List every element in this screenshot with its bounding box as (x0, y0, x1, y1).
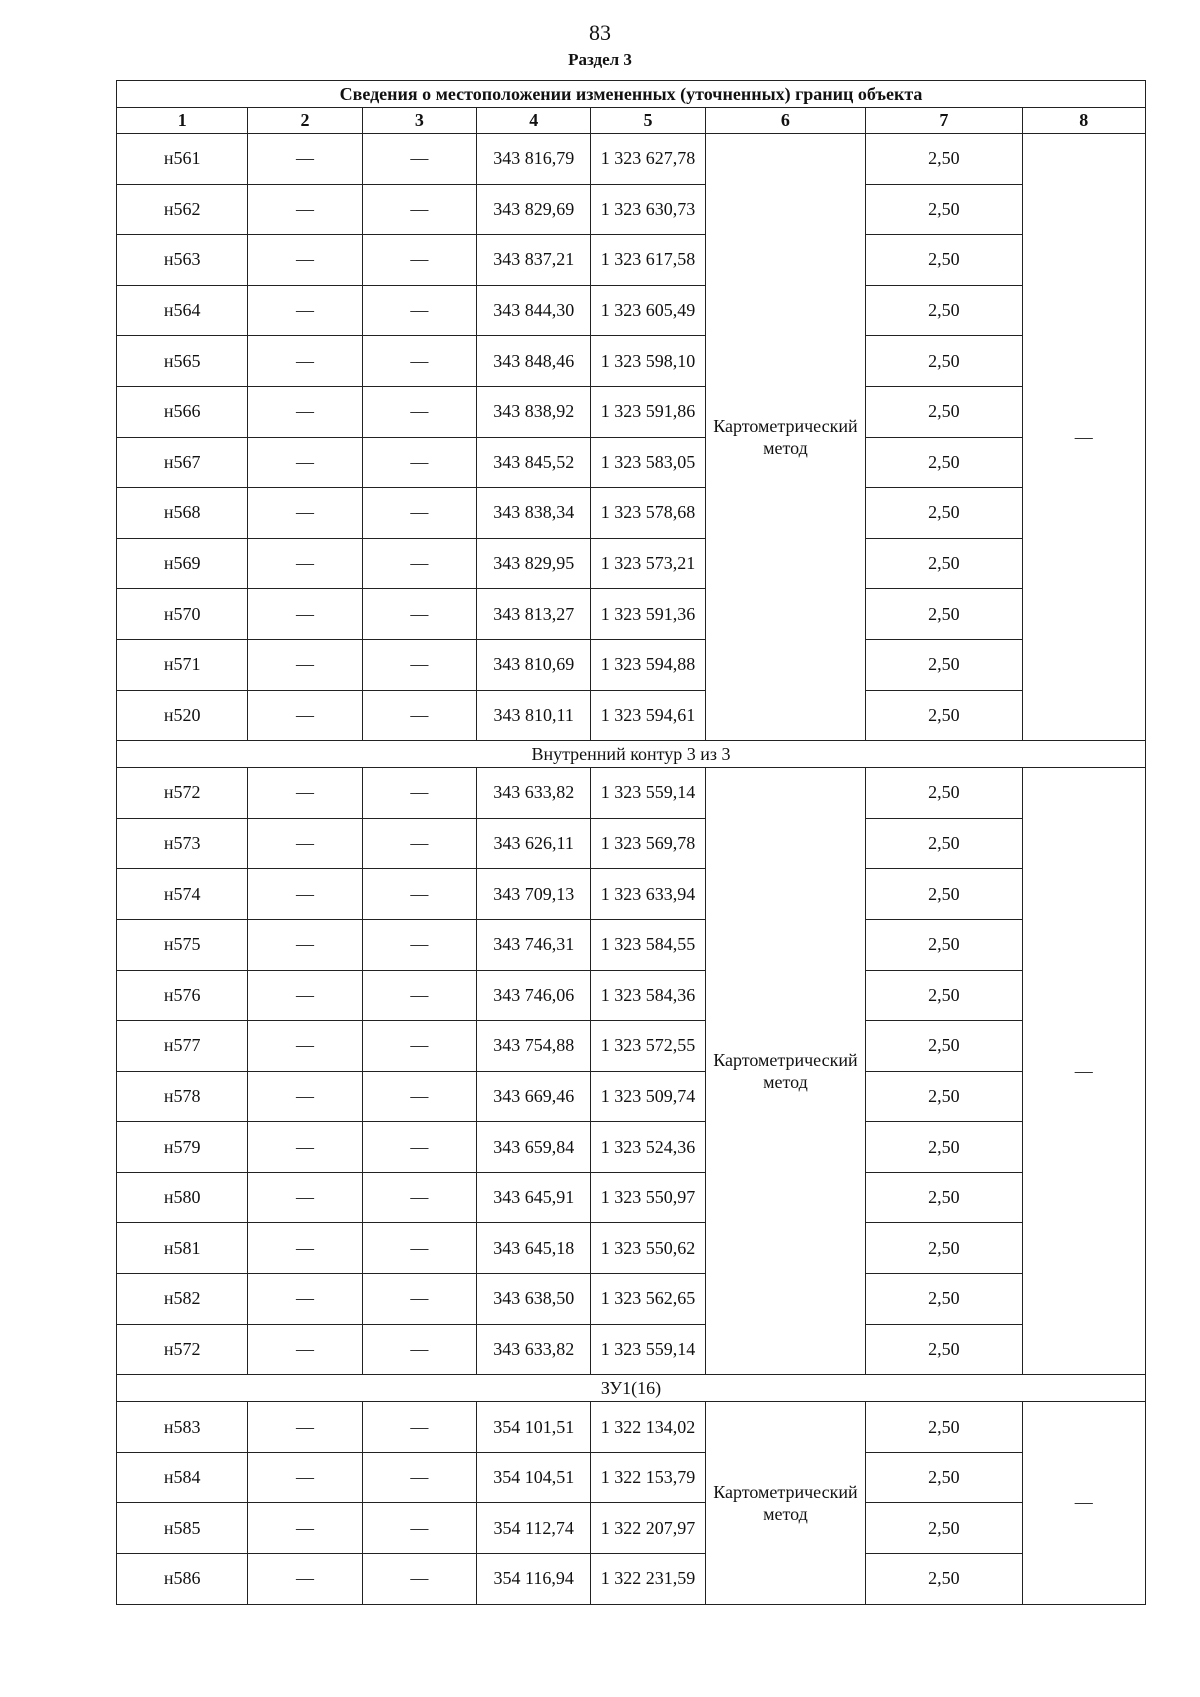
column-2-cell: — (248, 1503, 362, 1554)
point-name-cell: н573 (117, 818, 248, 869)
method-cell: Картометрический метод (705, 768, 865, 1375)
table-row (117, 1274, 1146, 1325)
x-coordinate-cell: 343 659,84 (477, 1122, 591, 1173)
column-3-cell: — (362, 690, 476, 741)
x-coordinate-cell: 354 116,94 (477, 1554, 591, 1605)
section-title: Раздел 3 (568, 50, 632, 69)
column-3-cell: — (362, 184, 476, 235)
table-row (117, 1172, 1146, 1223)
accuracy-cell: 2,50 (866, 1274, 1022, 1325)
y-coordinate-cell: 1 322 231,59 (591, 1554, 705, 1605)
x-coordinate-cell: 343 810,69 (477, 639, 591, 690)
column-8-cell: — (1022, 768, 1145, 1375)
column-2-cell: — (248, 386, 362, 437)
table-caption: Сведения о местоположении измененных (уточненных) границ объекта (117, 81, 1146, 108)
point-name-cell: н564 (117, 285, 248, 336)
accuracy-cell: 2,50 (866, 1223, 1022, 1274)
point-name-cell: н575 (117, 919, 248, 970)
column-2-cell: — (248, 1554, 362, 1605)
table-row (117, 488, 1146, 539)
column-3-cell: — (362, 1402, 476, 1453)
point-name-cell: н585 (117, 1503, 248, 1554)
y-coordinate-cell: 1 322 134,02 (591, 1402, 705, 1453)
table-row (117, 1021, 1146, 1072)
column-2-cell: — (248, 690, 362, 741)
column-3-cell: — (362, 488, 476, 539)
column-2-cell: — (248, 235, 362, 286)
accuracy-cell: 2,50 (866, 235, 1022, 286)
table-row (117, 1554, 1146, 1605)
x-coordinate-cell: 343 816,79 (477, 134, 591, 185)
y-coordinate-cell: 1 322 207,97 (591, 1503, 705, 1554)
x-coordinate-cell: 343 829,69 (477, 184, 591, 235)
column-3-cell: — (362, 818, 476, 869)
x-coordinate-cell: 343 754,88 (477, 1021, 591, 1072)
column-number: 1 (117, 108, 248, 134)
column-3-cell: — (362, 1452, 476, 1503)
column-3-cell: — (362, 1554, 476, 1605)
column-2-cell: — (248, 1071, 362, 1122)
y-coordinate-cell: 1 323 633,94 (591, 869, 705, 920)
column-2-cell: — (248, 134, 362, 185)
x-coordinate-cell: 343 810,11 (477, 690, 591, 741)
point-name-cell: н583 (117, 1402, 248, 1453)
point-name-cell: н574 (117, 869, 248, 920)
contour-label: ЗУ1(16) (117, 1375, 1146, 1402)
column-3-cell: — (362, 1324, 476, 1375)
table-row (117, 1223, 1146, 1274)
x-coordinate-cell: 343 633,82 (477, 768, 591, 819)
table-row (117, 1071, 1146, 1122)
table-row (117, 1503, 1146, 1554)
contour-label-row (117, 1375, 1146, 1402)
x-coordinate-cell: 343 633,82 (477, 1324, 591, 1375)
table-caption-row (117, 81, 1146, 108)
column-2-cell: — (248, 336, 362, 387)
column-number-row (117, 108, 1146, 134)
accuracy-cell: 2,50 (866, 970, 1022, 1021)
y-coordinate-cell: 1 323 550,97 (591, 1172, 705, 1223)
point-name-cell: н566 (117, 386, 248, 437)
column-number: 4 (477, 108, 591, 134)
table-row (117, 336, 1146, 387)
y-coordinate-cell: 1 323 598,10 (591, 336, 705, 387)
column-number: 3 (362, 108, 476, 134)
table-row (117, 1324, 1146, 1375)
point-name-cell: н562 (117, 184, 248, 235)
column-2-cell: — (248, 1172, 362, 1223)
accuracy-cell: 2,50 (866, 1402, 1022, 1453)
point-name-cell: н569 (117, 538, 248, 589)
x-coordinate-cell: 343 669,46 (477, 1071, 591, 1122)
y-coordinate-cell: 1 323 591,36 (591, 589, 705, 640)
accuracy-cell: 2,50 (866, 919, 1022, 970)
table-row (117, 1122, 1146, 1173)
x-coordinate-cell: 343 645,91 (477, 1172, 591, 1223)
table-row (117, 589, 1146, 640)
y-coordinate-cell: 1 323 594,88 (591, 639, 705, 690)
x-coordinate-cell: 343 746,31 (477, 919, 591, 970)
y-coordinate-cell: 1 323 584,55 (591, 919, 705, 970)
table-row (117, 437, 1146, 488)
table-row (117, 134, 1146, 185)
y-coordinate-cell: 1 323 591,86 (591, 386, 705, 437)
x-coordinate-cell: 343 844,30 (477, 285, 591, 336)
table-row (117, 690, 1146, 741)
point-name-cell: н563 (117, 235, 248, 286)
column-number: 6 (705, 108, 865, 134)
accuracy-cell: 2,50 (866, 336, 1022, 387)
y-coordinate-cell: 1 323 573,21 (591, 538, 705, 589)
contour-label-row (117, 741, 1146, 768)
accuracy-cell: 2,50 (866, 1503, 1022, 1554)
column-number: 7 (866, 108, 1022, 134)
x-coordinate-cell: 343 626,11 (477, 818, 591, 869)
y-coordinate-cell: 1 323 509,74 (591, 1071, 705, 1122)
y-coordinate-cell: 1 323 562,65 (591, 1274, 705, 1325)
column-3-cell: — (362, 235, 476, 286)
table-row (117, 768, 1146, 819)
column-number: 2 (248, 108, 362, 134)
column-8-cell: — (1022, 134, 1145, 741)
table-row (117, 818, 1146, 869)
table-row (117, 1452, 1146, 1503)
accuracy-cell: 2,50 (866, 818, 1022, 869)
column-2-cell: — (248, 768, 362, 819)
column-2-cell: — (248, 488, 362, 539)
point-name-cell: н520 (117, 690, 248, 741)
point-name-cell: н576 (117, 970, 248, 1021)
table-row (117, 285, 1146, 336)
column-3-cell: — (362, 538, 476, 589)
column-3-cell: — (362, 1122, 476, 1173)
y-coordinate-cell: 1 323 594,61 (591, 690, 705, 741)
y-coordinate-cell: 1 323 572,55 (591, 1021, 705, 1072)
column-3-cell: — (362, 1223, 476, 1274)
contour-label: Внутренний контур 3 из 3 (117, 741, 1146, 768)
column-3-cell: — (362, 1071, 476, 1122)
table-row (117, 235, 1146, 286)
column-2-cell: — (248, 1324, 362, 1375)
x-coordinate-cell: 343 838,92 (477, 386, 591, 437)
column-3-cell: — (362, 285, 476, 336)
accuracy-cell: 2,50 (866, 1021, 1022, 1072)
point-name-cell: н572 (117, 768, 248, 819)
accuracy-cell: 2,50 (866, 1172, 1022, 1223)
point-name-cell: н561 (117, 134, 248, 185)
column-2-cell: — (248, 1021, 362, 1072)
column-3-cell: — (362, 869, 476, 920)
table-row (117, 970, 1146, 1021)
column-3-cell: — (362, 1021, 476, 1072)
column-2-cell: — (248, 538, 362, 589)
column-3-cell: — (362, 386, 476, 437)
method-cell: Картометрический метод (705, 134, 865, 741)
page-number: 83 (589, 20, 611, 45)
y-coordinate-cell: 1 323 578,68 (591, 488, 705, 539)
point-name-cell: н581 (117, 1223, 248, 1274)
accuracy-cell: 2,50 (866, 1452, 1022, 1503)
point-name-cell: н577 (117, 1021, 248, 1072)
accuracy-cell: 2,50 (866, 589, 1022, 640)
accuracy-cell: 2,50 (866, 538, 1022, 589)
x-coordinate-cell: 354 112,74 (477, 1503, 591, 1554)
y-coordinate-cell: 1 323 524,36 (591, 1122, 705, 1173)
column-8-cell: — (1022, 1402, 1145, 1604)
accuracy-cell: 2,50 (866, 184, 1022, 235)
point-name-cell: н579 (117, 1122, 248, 1173)
column-2-cell: — (248, 1452, 362, 1503)
point-name-cell: н584 (117, 1452, 248, 1503)
column-3-cell: — (362, 1503, 476, 1554)
x-coordinate-cell: 354 101,51 (477, 1402, 591, 1453)
x-coordinate-cell: 343 638,50 (477, 1274, 591, 1325)
y-coordinate-cell: 1 323 617,58 (591, 235, 705, 286)
boundary-coordinates-table (116, 80, 1146, 1605)
table-row (117, 639, 1146, 690)
y-coordinate-cell: 1 323 569,78 (591, 818, 705, 869)
column-number: 5 (591, 108, 705, 134)
point-name-cell: н567 (117, 437, 248, 488)
column-2-cell: — (248, 639, 362, 690)
x-coordinate-cell: 354 104,51 (477, 1452, 591, 1503)
y-coordinate-cell: 1 323 583,05 (591, 437, 705, 488)
point-name-cell: н580 (117, 1172, 248, 1223)
point-name-cell: н565 (117, 336, 248, 387)
column-3-cell: — (362, 1274, 476, 1325)
accuracy-cell: 2,50 (866, 134, 1022, 185)
accuracy-cell: 2,50 (866, 1122, 1022, 1173)
x-coordinate-cell: 343 829,95 (477, 538, 591, 589)
x-coordinate-cell: 343 709,13 (477, 869, 591, 920)
column-3-cell: — (362, 970, 476, 1021)
column-2-cell: — (248, 919, 362, 970)
point-name-cell: н572 (117, 1324, 248, 1375)
x-coordinate-cell: 343 746,06 (477, 970, 591, 1021)
column-number: 8 (1022, 108, 1145, 134)
point-name-cell: н578 (117, 1071, 248, 1122)
column-3-cell: — (362, 1172, 476, 1223)
y-coordinate-cell: 1 323 627,78 (591, 134, 705, 185)
column-3-cell: — (362, 336, 476, 387)
column-3-cell: — (362, 589, 476, 640)
table-row (117, 919, 1146, 970)
column-2-cell: — (248, 285, 362, 336)
point-name-cell: н570 (117, 589, 248, 640)
column-2-cell: — (248, 437, 362, 488)
column-3-cell: — (362, 639, 476, 690)
point-name-cell: н568 (117, 488, 248, 539)
y-coordinate-cell: 1 323 559,14 (591, 768, 705, 819)
accuracy-cell: 2,50 (866, 1554, 1022, 1605)
accuracy-cell: 2,50 (866, 639, 1022, 690)
y-coordinate-cell: 1 323 605,49 (591, 285, 705, 336)
table-row (117, 538, 1146, 589)
column-2-cell: — (248, 1223, 362, 1274)
column-2-cell: — (248, 970, 362, 1021)
table-row (117, 184, 1146, 235)
y-coordinate-cell: 1 322 153,79 (591, 1452, 705, 1503)
x-coordinate-cell: 343 813,27 (477, 589, 591, 640)
column-3-cell: — (362, 919, 476, 970)
accuracy-cell: 2,50 (866, 386, 1022, 437)
column-2-cell: — (248, 589, 362, 640)
accuracy-cell: 2,50 (866, 690, 1022, 741)
table-row (117, 869, 1146, 920)
column-2-cell: — (248, 818, 362, 869)
point-name-cell: н571 (117, 639, 248, 690)
accuracy-cell: 2,50 (866, 869, 1022, 920)
y-coordinate-cell: 1 323 630,73 (591, 184, 705, 235)
accuracy-cell: 2,50 (866, 488, 1022, 539)
x-coordinate-cell: 343 848,46 (477, 336, 591, 387)
method-cell: Картометрический метод (705, 1402, 865, 1604)
accuracy-cell: 2,50 (866, 1071, 1022, 1122)
y-coordinate-cell: 1 323 559,14 (591, 1324, 705, 1375)
point-name-cell: н586 (117, 1554, 248, 1605)
column-3-cell: — (362, 437, 476, 488)
column-3-cell: — (362, 768, 476, 819)
x-coordinate-cell: 343 838,34 (477, 488, 591, 539)
point-name-cell: н582 (117, 1274, 248, 1325)
accuracy-cell: 2,50 (866, 437, 1022, 488)
x-coordinate-cell: 343 837,21 (477, 235, 591, 286)
column-2-cell: — (248, 1122, 362, 1173)
y-coordinate-cell: 1 323 550,62 (591, 1223, 705, 1274)
column-2-cell: — (248, 1274, 362, 1325)
x-coordinate-cell: 343 645,18 (477, 1223, 591, 1274)
x-coordinate-cell: 343 845,52 (477, 437, 591, 488)
column-2-cell: — (248, 1402, 362, 1453)
column-2-cell: — (248, 869, 362, 920)
accuracy-cell: 2,50 (866, 285, 1022, 336)
y-coordinate-cell: 1 323 584,36 (591, 970, 705, 1021)
column-3-cell: — (362, 134, 476, 185)
column-2-cell: — (248, 184, 362, 235)
table-row (117, 1402, 1146, 1453)
accuracy-cell: 2,50 (866, 1324, 1022, 1375)
accuracy-cell: 2,50 (866, 768, 1022, 819)
table-row (117, 386, 1146, 437)
